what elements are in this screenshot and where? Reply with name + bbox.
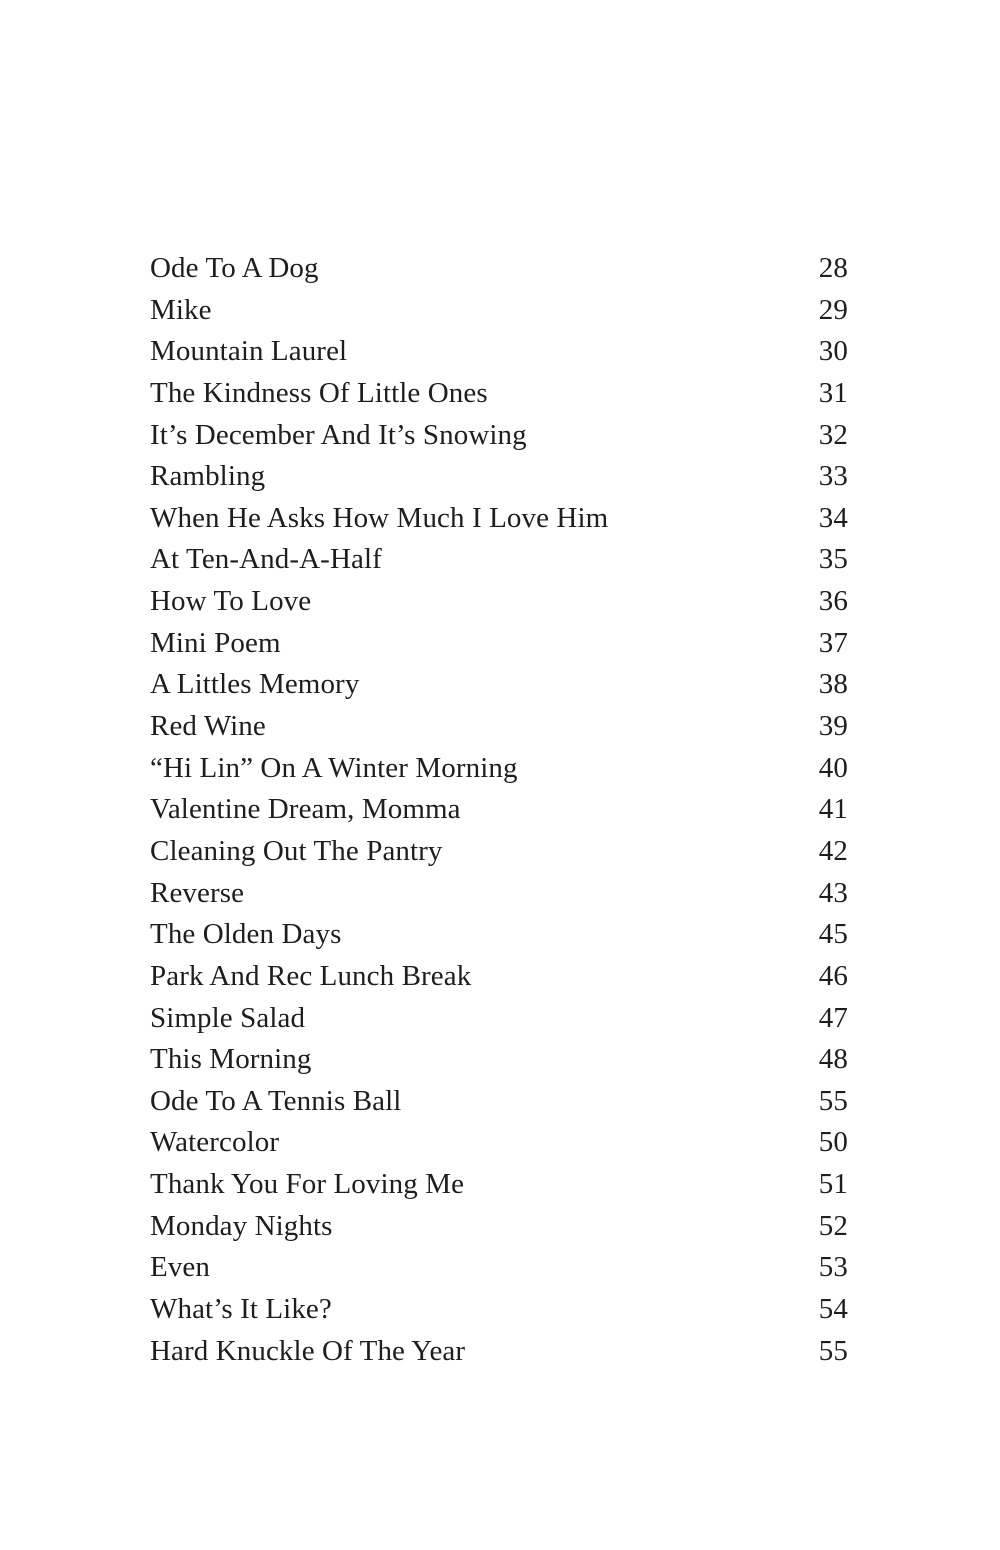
toc-entry-page: 41 [818,793,848,826]
toc-entry-title: Red Wine [150,710,266,743]
toc-entry-title: Reverse [150,876,245,909]
toc-entry-page: 35 [818,543,848,576]
toc-entry [150,1039,848,1081]
toc-entry-title: Monday Nights [150,1209,333,1242]
toc-entry [150,456,848,498]
toc-entry-page: 52 [818,1209,848,1242]
toc-entry-title: The Kindness Of Little Ones [150,376,488,409]
toc-entry-title: At Ten-And-A-Half [150,543,382,576]
toc-entry-page: 46 [818,959,848,992]
table-of-contents [150,248,848,1372]
toc-entry-title: Even [150,1251,210,1284]
toc-entry-title: Mini Poem [150,626,281,659]
toc-entry-page: 51 [818,1168,848,1201]
toc-entry-page: 45 [818,918,848,951]
toc-entry [150,539,848,581]
toc-entry-page: 29 [818,293,848,326]
toc-entry-title: When He Asks How Much I Love Him [150,501,609,534]
toc-entry-title: A Littles Memory [150,668,360,701]
toc-entry [150,1247,848,1289]
toc-entry-page: 55 [818,1334,848,1367]
toc-entry-page: 31 [818,376,848,409]
toc-entry-title: Park And Rec Lunch Break [150,959,472,992]
toc-entry-title: “Hi Lin” On A Winter Morning [150,751,518,784]
toc-entry-page: 54 [818,1293,848,1326]
toc-entry [150,706,848,748]
toc-entry [150,1289,848,1331]
toc-entry-page: 34 [818,501,848,534]
toc-entry [150,373,848,415]
toc-entry-page: 55 [818,1084,848,1117]
toc-entry-title: Mountain Laurel [150,335,348,368]
toc-entry-page: 36 [818,585,848,618]
toc-entry-page: 53 [818,1251,848,1284]
toc-entry-title: It’s December And It’s Snowing [150,418,527,451]
toc-entry [150,873,848,915]
toc-entry-title: What’s It Like? [150,1293,332,1326]
toc-entry-title: Cleaning Out The Pantry [150,834,443,867]
toc-entry-page: 43 [818,876,848,909]
toc-entry [150,290,848,332]
toc-entry [150,789,848,831]
toc-entry-page: 37 [818,626,848,659]
toc-entry-title: How To Love [150,585,312,618]
toc-entry [150,956,848,998]
toc-entry-title: Ode To A Dog [150,252,319,284]
toc-entry-page: 48 [818,1043,848,1076]
toc-entry [150,914,848,956]
toc-entry [150,1164,848,1206]
toc-entry [150,748,848,790]
toc-entry-page: 47 [818,1001,848,1034]
toc-entry-page: 30 [818,335,848,368]
toc-entry-page: 50 [818,1126,848,1159]
toc-entry-page: 33 [818,460,848,493]
toc-entry-page: 40 [818,751,848,784]
toc-entry-page: 28 [818,252,848,284]
toc-entry-page: 32 [818,418,848,451]
toc-entry-title: Ode To A Tennis Ball [150,1084,402,1117]
toc-entry [150,498,848,540]
toc-entry [150,581,848,623]
toc-entry [150,1122,848,1164]
toc-entry-title: Hard Knuckle Of The Year [150,1334,466,1367]
toc-entry [150,1331,848,1373]
toc-entry-title: Simple Salad [150,1001,306,1034]
toc-entry-title: Watercolor [150,1126,280,1159]
toc-entry [150,248,848,290]
toc-entry [150,831,848,873]
toc-entry [150,415,848,457]
toc-entry-title: The Olden Days [150,918,342,951]
toc-entry-page: 38 [818,668,848,701]
toc-entry-title: Rambling [150,460,266,493]
toc-entry [150,331,848,373]
toc-entry [150,1081,848,1123]
toc-entry-title: Mike [150,293,212,326]
toc-entry [150,998,848,1040]
toc-entry [150,1206,848,1248]
toc-entry-title: This Morning [150,1043,312,1076]
toc-entry-page: 39 [818,710,848,743]
toc-entry-page: 42 [818,834,848,867]
toc-entry [150,623,848,665]
toc-entry-title: Thank You For Loving Me [150,1168,465,1201]
toc-entry [150,664,848,706]
toc-entry-title: Valentine Dream, Momma [150,793,461,826]
